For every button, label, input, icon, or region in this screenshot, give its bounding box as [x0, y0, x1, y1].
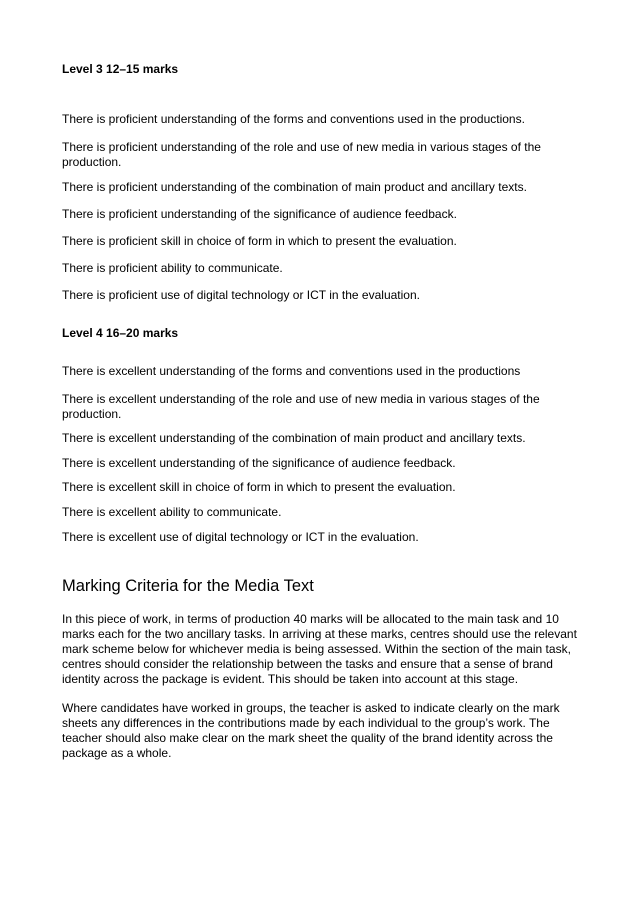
level-3-criterion-combination: There is proficient understanding of the combination of main product and ancillary texts.: [62, 180, 527, 194]
level-4-criterion-combination: There is excellent understanding of the combination of main product and ancillary texts.: [62, 431, 526, 445]
level-3-criterion-digital-technology: There is proficient use of digital technology or ICT in the evaluation.: [62, 288, 420, 302]
level-3-criterion-forms: There is proficient understanding of the forms and conventions used in the productions.: [62, 112, 525, 126]
level-3-criterion-audience-feedback: There is proficient understanding of the significance of audience feedback.: [62, 207, 457, 221]
level-4-criterion-digital-technology: There is excellent use of digital technology or ICT in the evaluation.: [62, 530, 419, 544]
level-4-criterion-form-choice: There is excellent skill in choice of form in which to present the evaluation.: [62, 480, 456, 494]
level-4-criterion-forms: There is excellent understanding of the forms and conventions used in the productions: [62, 364, 521, 378]
level-4-criterion-audience-feedback: There is excellent understanding of the significance of audience feedback.: [62, 456, 456, 470]
marking-criteria-title: Marking Criteria for the Media Text: [62, 577, 314, 595]
level-3-criterion-new-media: There is proficient understanding of the role and use of new media in various stages of the production.: [62, 140, 541, 169]
level-3-criterion-communicate: There is proficient ability to communicate.: [62, 261, 283, 275]
level-4-heading: Level 4 16–20 marks: [62, 326, 179, 340]
level-4-criterion-communicate: There is excellent ability to communicate.: [62, 505, 282, 519]
level-3-heading: Level 3 12–15 marks: [62, 62, 179, 76]
marking-criteria-paragraph-allocation: In this piece of work, in terms of production 40 marks will be allocated to the main task and 10 marks each for the two ancillary tasks. In arriving at these marks, centres should use the relevant mark scheme below for whichever media is being assessed. Within the section of the main task, centres should consider the relationship between the tasks and ensure that a sense of brand identity across the package is evident. This should be taken into account at this stage.: [62, 612, 577, 686]
level-3-criterion-form-choice: There is proficient skill in choice of form in which to present the evaluation.: [62, 234, 457, 248]
level-4-criterion-new-media: There is excellent understanding of the role and use of new media in various stages of the production.: [62, 392, 540, 421]
marking-criteria-paragraph-groups: Where candidates have worked in groups, the teacher is asked to indicate clearly on the mark sheets any differences in the contributions made by each individual to the group’s work. The teacher should also make clear on the mark sheet the quality of the brand identity across the package as a whole.: [62, 701, 560, 760]
